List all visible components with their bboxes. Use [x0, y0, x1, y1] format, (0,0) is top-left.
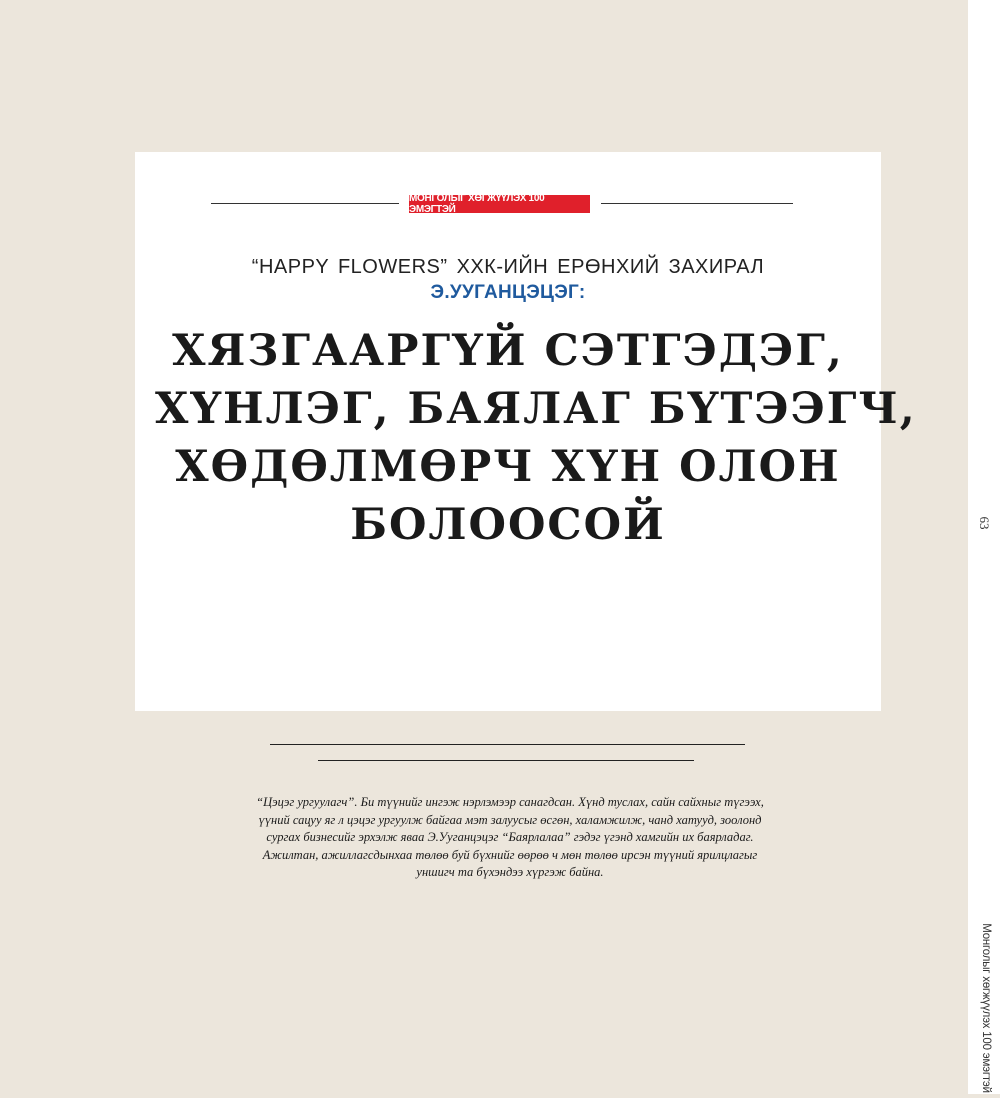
- page-number: 63: [977, 516, 992, 530]
- badge-rule-left: [211, 203, 399, 204]
- title-panel: [135, 152, 917, 711]
- headline-line: БОЛООСОЙ: [350, 500, 666, 550]
- divider-long: [270, 744, 745, 745]
- headline-line: ХЯЗГААРГҮЙ СЭТГЭДЭГ,: [172, 326, 844, 376]
- intro-paragraph: [200, 794, 820, 882]
- intro-line: уншигч та бүхэндээ хүргэж байна.: [416, 865, 604, 879]
- intro-line: сургах бизнесийг эрхэлж яваа Э.Ууганцэцэг “Баярлалаа” гэдэг үгэнд хамгийн их баярладаг.: [266, 830, 754, 844]
- divider-short: [318, 760, 694, 761]
- intro-line: “Цэцэг ургуулагч”. Би түүнийг ингэж нэрлэмээр санагдсан. Хүнд туслах, сайн сайхныг түгээх,: [256, 795, 764, 809]
- section-badge: МОНГОЛЫГ ХӨГЖҮҮЛЭХ 100 ЭМЭГТЭЙ: [409, 195, 590, 213]
- article-subtitle: “HAPPY FLOWERS” ХХК-ИЙН ЕРӨНХИЙ ЗАХИРАЛ: [251, 256, 765, 278]
- interviewee-name: Э.УУГАНЦЭЦЭГ:: [430, 282, 586, 303]
- intro-line: Ажилтан, ажиллагсдынхаа төлөө буй бүхнийг өөрөө ч мөн төлөө ирсэн түүний ярилцлагыг: [262, 847, 758, 862]
- badge-rule-right: [601, 203, 793, 204]
- intro-line: үүний сацуу яг л цэцэг ургуулж байгаа мэт залуусыг өсгөн, халамжилж, чанд хатууд, зоолонд: [258, 812, 762, 827]
- headline-line: ХҮНЛЭГ, БАЯЛАГ БҮТЭЭГЧ,: [155, 384, 917, 434]
- headline-line: ХӨДӨЛМӨРЧ ХҮН ОЛОН: [175, 442, 841, 492]
- article-headline: [155, 322, 917, 554]
- side-running-title: Монголыг хөгжүүлэх 100 эмэгтэй: [980, 923, 992, 1093]
